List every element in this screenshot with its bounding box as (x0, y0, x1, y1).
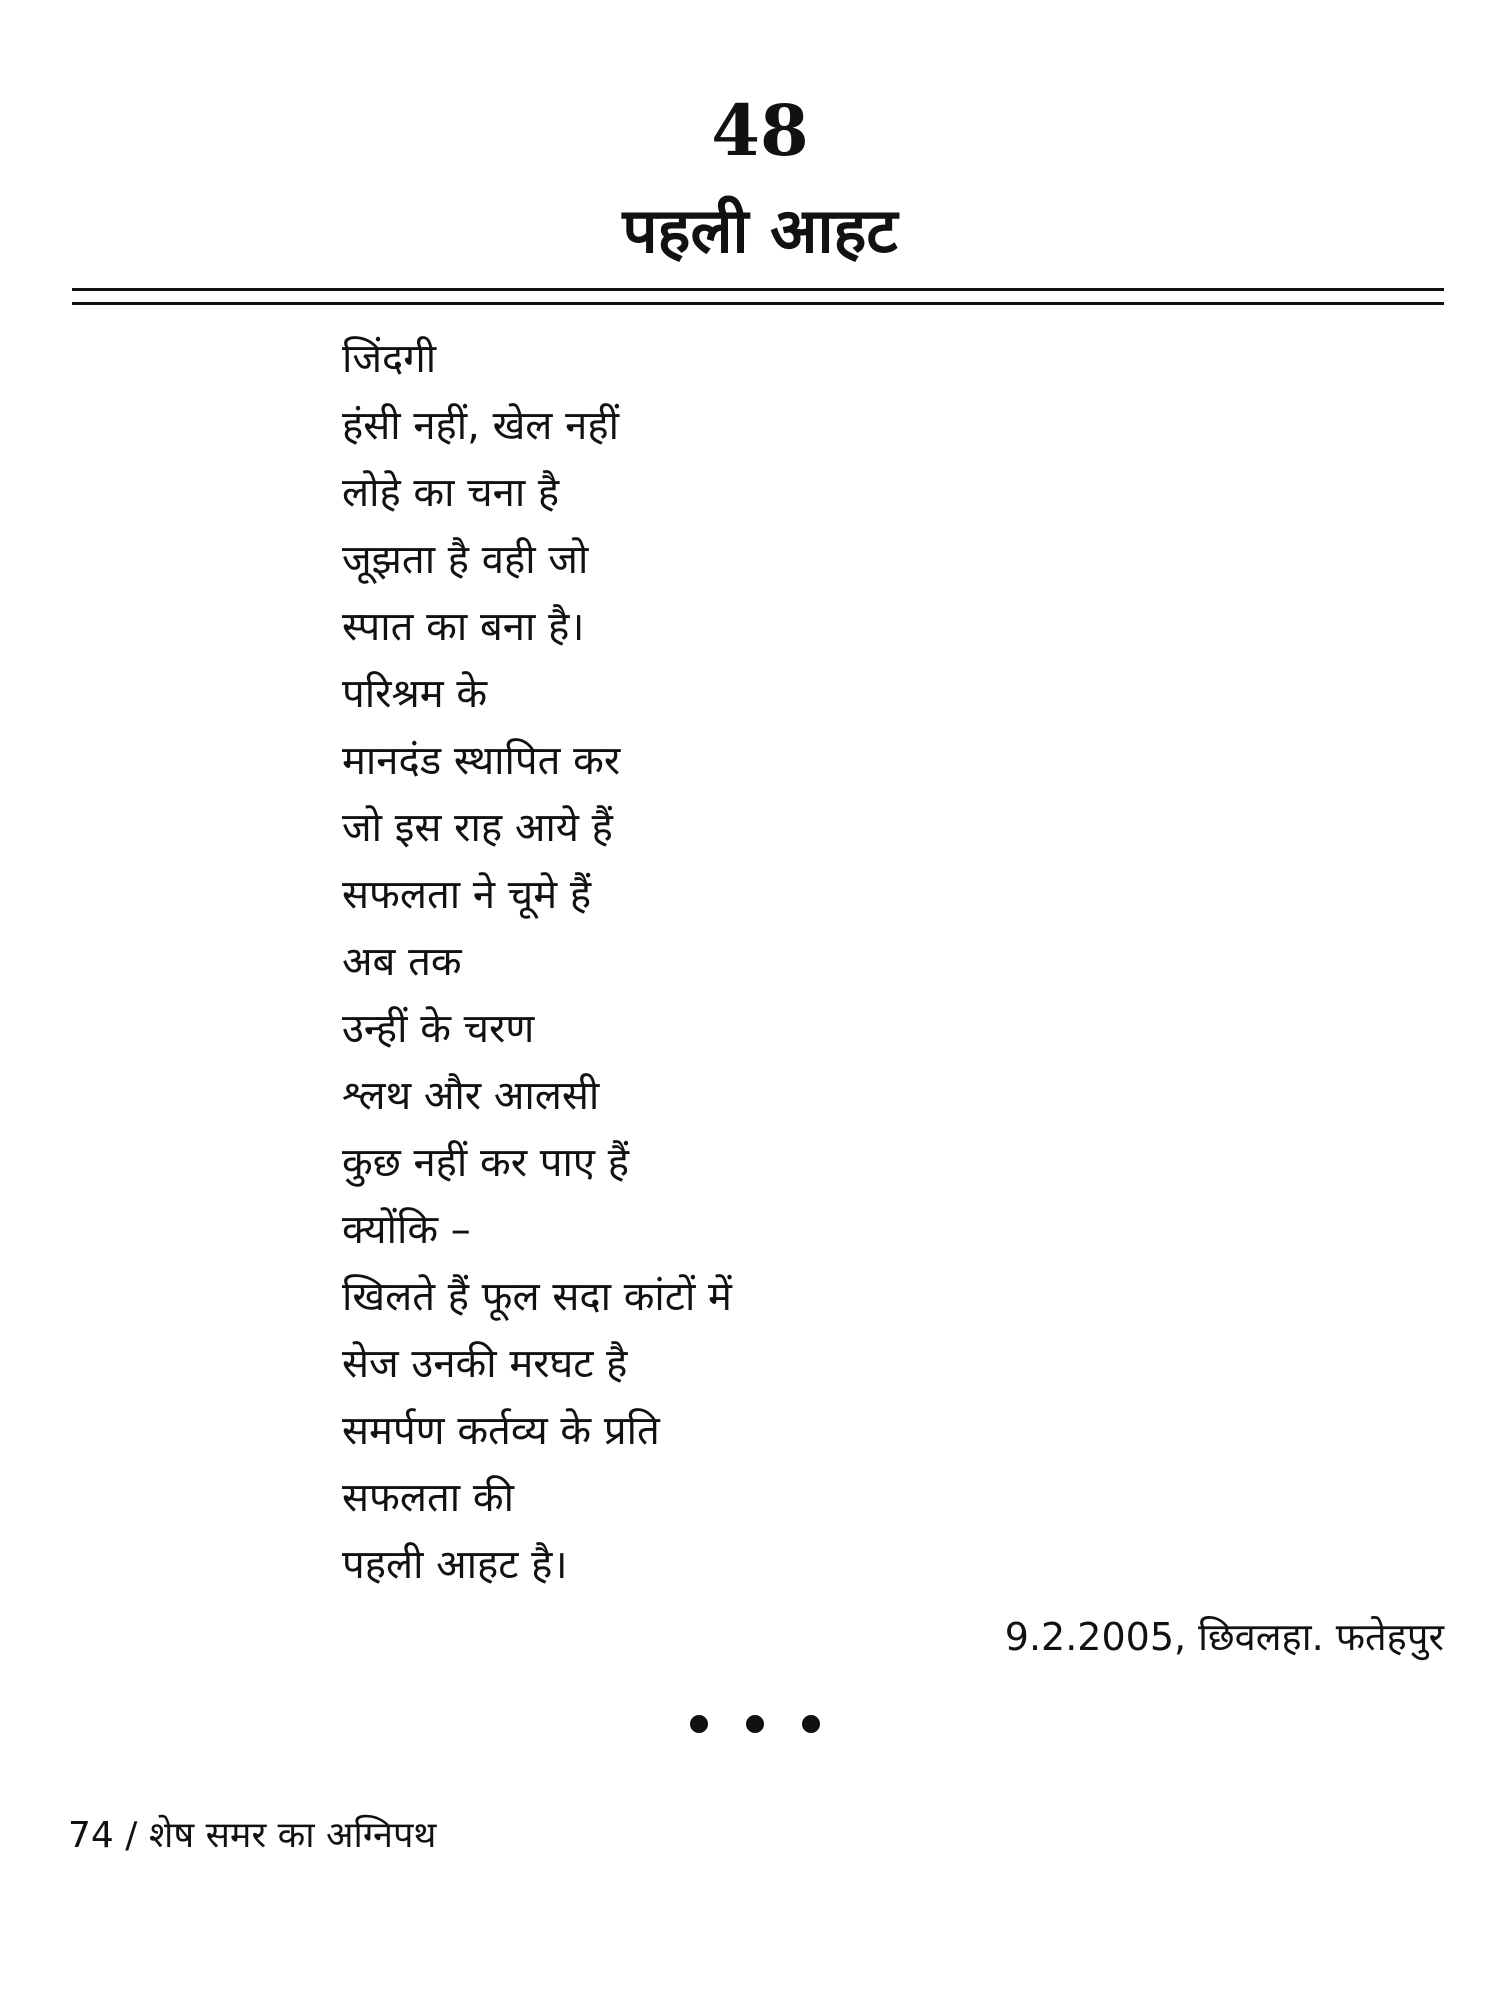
poem-line: लोहे का चना है (342, 470, 560, 516)
end-ornament (690, 1712, 820, 1736)
poem-line: जो इस राह आये हैं (342, 805, 613, 851)
poem-line: सफलता ने चूमे हैं (342, 872, 592, 918)
footer-separator: / (125, 1815, 138, 1856)
poem-line: समर्पण कर्तव्य के प्रति (342, 1408, 660, 1454)
poem-line: जिंदगी (342, 336, 437, 382)
poem-title: पहली आहट (622, 194, 898, 267)
poem-line: क्योंकि – (342, 1207, 471, 1253)
poem-line: हंसी नहीं, खेल नहीं (342, 403, 619, 449)
title-rule-top (72, 288, 1444, 291)
ornament-dot (690, 1715, 708, 1733)
poem-line: मानदंड स्थापित कर (342, 738, 621, 784)
poem-line: जूझता है वही जो (342, 537, 589, 583)
poem-line: पहली आहट है। (342, 1542, 568, 1588)
poem-body (342, 326, 732, 1599)
poem-number: 48 (711, 89, 809, 172)
ornament-dot (802, 1715, 820, 1733)
ornament-dot (746, 1715, 764, 1733)
title-rule-bottom (72, 302, 1444, 305)
poem-line: सफलता की (342, 1475, 514, 1521)
poem-line: खिलते हैं फूल सदा कांटों में (342, 1274, 732, 1320)
book-title: शेष समर का अग्निपथ (148, 1815, 437, 1856)
poem-line: श्लथ और आलसी (342, 1073, 600, 1119)
poem-line: अब तक (342, 939, 462, 985)
poem-line: स्पात का बना है। (342, 604, 585, 650)
page-footer (68, 1815, 437, 1856)
poem-line: परिश्रम के (342, 671, 488, 717)
poem-line: सेज उनकी मरघट है (342, 1341, 628, 1387)
poem-line: कुछ नहीं कर पाए हैं (342, 1140, 629, 1186)
page-number: 74 (68, 1815, 114, 1856)
poem-date-place: 9.2.2005, छिवलहा. फतेहपुर (1004, 1615, 1444, 1659)
poem-line: उन्हीं के चरण (342, 1006, 535, 1052)
